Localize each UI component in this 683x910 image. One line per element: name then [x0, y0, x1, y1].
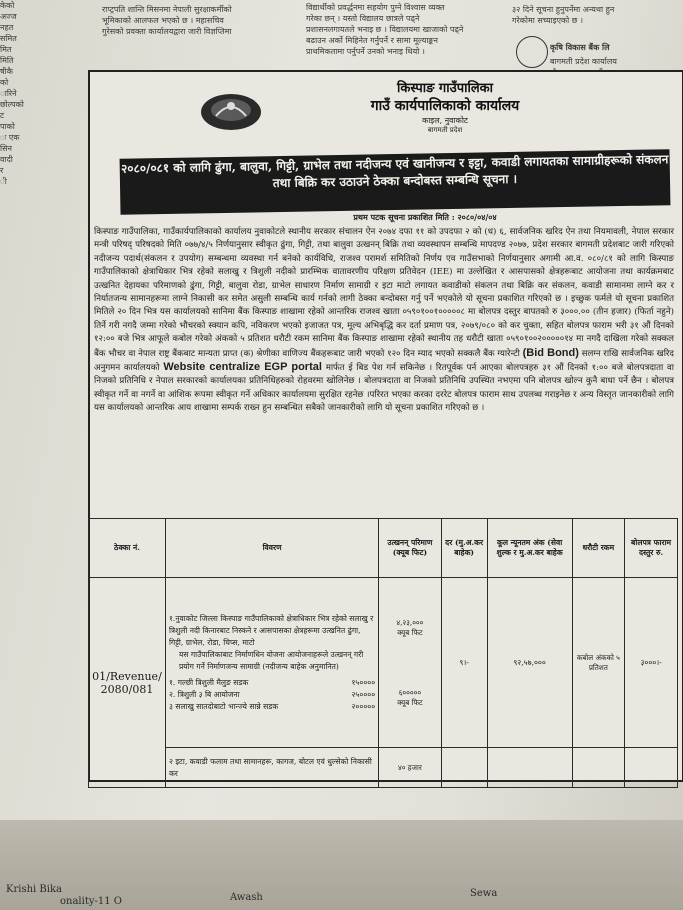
bank-office: बागमती प्रदेश कार्यालय — [550, 57, 617, 66]
desc-part-1: १.नुवाकोट जिल्ला किस्पाङ गाउँपालिकाको क्षेत्राधिकार भित्र रहेको सलाखु र त्रिशुली नदी किनारबाट निस्कने र आसपासका क्षेत्रहरूमा उत्खनित ढुंगा, गिट्टी, ग्राभेल, रोडा, चिप्स, माटो — [168, 613, 374, 647]
website-text: Website centralize EGP portal — [163, 361, 322, 374]
col-contract-no: ठेक्का नं. — [89, 519, 166, 578]
row2-empty — [572, 748, 625, 788]
body-part-3: मार्फत ई बिड पेश गर्न सकिनेछ । रितपूर्वक पर्न आएका बोलपत्रहरु ३१ औं दिनको १:०० बजे बोलपत्रदाता वा निजको प्रतिनिधि र नेपाल सरकारको कार्यालयका प्रतिनिधिहरुको रोहवरमा खोलिनेछ । बोलपत्रदाता वा निजको प्रतिनिधि उपस्थित नभएमा पनि बोलपत्र खोल्न कुनै बाधा पर्ने छैन । बोलपत्र स्वीकृत गर्ने वा नगर्ने वा आंशिक रूपमा स्वीकृत गर्ने अधिकार कार्यालयमा सुरक्षित रहनेछ ।परिरत भएका करका दररेट बोलपत्र फाराम साथ उपलब्ध गराइनेछ र अन्य विस्तृत जानकारीको लागि यस कार्यालयको आन्तरिक आय शाखामा सम्पर्क राख्न हुन सम्बन्धित सबैको जानकारीको लागि यो सूचना प्रकाशित गरिएको छ । — [94, 363, 675, 414]
sub-item-1-value: १५०००० — [351, 677, 376, 687]
top-right-correction: ३२ दिने सूचना हुनुपर्नेमा अन्यथा हुन गरेकोमा सच्याइएको छ । — [512, 5, 615, 25]
col-fee: बोलपत्र फाराम दस्तुर रु. — [625, 519, 678, 578]
office-province: बागमती प्रदेश — [427, 126, 463, 134]
total-cell: ९२,५७,००० — [487, 578, 572, 748]
bank-logo-icon — [516, 36, 548, 68]
tender-notice — [88, 70, 683, 782]
sub-item-1 — [169, 677, 375, 689]
bank-name: कृषि विकास बैंक लि — [550, 42, 610, 52]
row2-empty — [625, 748, 678, 788]
tender-table — [88, 518, 678, 788]
sub-item-2-value: २५०००० — [351, 689, 376, 699]
quantity-1: ४,२३,००० — [396, 617, 424, 627]
row2-description: २ इटा, कवाडी फलाम तथा सामानहरू, कागज, बोटल एवं धुल्सेको निकासी कर — [165, 748, 378, 788]
office-address: काइल, नुवाकोट — [422, 116, 468, 125]
col-deposit: धरौटी रकम — [572, 519, 625, 578]
sub-item-1-label: १. गल्छी त्रिशुली मैलुङ सडक — [168, 677, 249, 687]
col-quantity: उत्खनन् परिमाण (क्यूब फिट) — [379, 519, 441, 578]
sub-item-2-label: २. त्रिशुली ३ बि आयोजना — [168, 689, 240, 699]
rate-cell: ९।- — [441, 578, 487, 748]
bid-bond-text: (Bid Bond) — [522, 346, 579, 359]
col-description: विवरण — [165, 519, 378, 578]
footer-left-2: onality-11 O — [60, 896, 122, 907]
row2-quantity: ४० हजार — [379, 748, 441, 788]
table-row — [89, 578, 678, 748]
quantity-1-unit: क्यूब फिट — [397, 627, 423, 637]
top-news-left: राप्ट्रपति शान्ति मिसनमा नेपाली सुरक्षाकर्मीको भूमिकाको आलफल भएको छ । महासचिव गुरेसको प्रवक्ता कार्यालयद्वारा जारी विज्ञप्तिमा — [102, 5, 232, 36]
notice-body — [94, 226, 674, 416]
contract-number: 01/Revenue/ 2080/081 — [89, 578, 166, 788]
body-part-1: किस्पाङ गाउँपालिका, गाउँकार्यपालिकाको कार्यालय नुवाकोटले स्थानीय सरकार संचालन ऐन २०७४ दफा ११ को उपदफा २ को (ध) ६, सार्वजनिक खरिद ऐन तथा नियमावली, नेपाल सरकार मन्त्री परिषद् परिषदको मिति ०७७/४/५ निर्णयानुसार स्वीकृत ढुंगा, गिट्टी, तथा बालुवा उत्खनन् बिक्रि तथा व्यवस्थापन सम्बन्धि मापदण्ड २०७७, प्रदेश सरकार बागमती प्रदेशबाट जारी गरिएको नदीजन्य पदार्थ(संकलन र उपयोग) सम्बन्धमा व्यवस्था गर्न बनेको कार्यविधि, राजश्व परामर्श समितिको निर्णय एव गाउँसभाको निर्णयानुसार अगामी आ.व. ०८०/८१ को लागि किस्पाङ गाउँपालिकाको क्षेत्राधिकार भित्र रहेको सलाखु र त्रिशुली नदीको प्रारम्भिक वातावरणीय परिक्षण प्रतिवेदन (IEE) मा उल्लेखित र आसपासको क्षेत्रहरूबाट आयोजना तथा कार्यक्रमबाट उत्खनित देहायका परिमाणको ढुंगा, गिट्टी, बालुवा रोडा, ग्राभेल साधारण निर्माण सामाग्री र इटा माटो लगायत कवाडीको संकलन तथा बिक्रि कर संकलन, कवाडी सामानमा लाग्ने कर र निर्यातजन्य सामानहरूमा लाग्ने निकासी कर समेत असुली सम्बन्धि कार्य गर्नको लागी ठेक्का बन्दोबस्त गर्नु पर्ने भएकोले यो सूचना प्रकाशित गरिएको छ । इच्छुक फर्मले यो सूचना प्रकाशित मितिले २० दिन भित्र यस कार्यालयको सानिमा बैंक किस्पाङ शाखामा रहेको आन्तरिक राजश्व खाता ०५९०१००१०००००८ मा बोलपत्र दस्तुर बापतको रु ३०००.०० (तीन हजार) (फिर्ता नहुने) तिर्ने गरी नगदै जम्मा गरेको भौचरको स्क्यान कपि, नविकरण भएको इजाजत पत्र, मूल्य अभिबृद्धि कर दर्ता प्रमाण पत्र, २०७९/०८० को कर चुक्ता, सहित बोलपत्र फाराम भरी ३१ औं दिनको १२:०० बजे भित्र आफूले कबोल गरेको अंकको ५ प्रतिशत धरौटी रकम सानिमा बैंक किस्पाङ शाखामा रहेको स्थानीय तह धरौटी खाता ०५९०१००२०००००१४ मा नगदै दाखिला गरेको सक्कल बैंक भौचर वा नेपाल राष्ट्र बैंकबाट मान्यता प्राप्त (क) श्रेणीका वाणिज्य बैंकहरूबाट जारी भएको १२० दिन म्याद भएको सक्कलै बैंक ग्यारेन्टी — [94, 227, 674, 359]
sub-item-2 — [169, 689, 375, 701]
footer-left-1: Krishi Bika — [6, 884, 62, 895]
footer-mid: Awash — [230, 892, 263, 903]
notice-banner: २०८०/०८१ को लागि ढुंगा, बालुवा, गिट्टी, ग्राभेल तथा नदीजन्य एवं खानीजन्य र इट्टा, कवाडी लगायतका सामाग्रीहरूको संकलन तथा बिक्रि कर उठाउने ठेक्का बन्दोबस्त सम्बन्धि सूचना । — [120, 149, 671, 215]
notice-header — [296, 78, 594, 134]
sub-item-3 — [169, 701, 375, 713]
deposit-cell: कबोल अंकको ५ प्रतिशत — [572, 578, 625, 748]
publication-reference: प्रथम पटक सूचना प्रकाशित मिति : २०८०/०४/०४ — [353, 212, 497, 222]
nepal-emblem-icon — [196, 86, 266, 134]
desc-part-2: यस गाउँपालिकाबाट निर्माणधिन योजना आयोजनाहरूले उत्खनन् गरी प्रयोग गर्ने निर्माणजन्य सामाग्री (नदीजन्य बाहेक अनुमानित) — [178, 649, 364, 671]
sub-item-3-label: ३ सलाखु सातदोबाटो भान्ज्ये सान्ने सडक — [168, 701, 279, 711]
row-description — [165, 578, 378, 748]
table-row — [89, 748, 678, 788]
sub-item-3-value: २००००० — [351, 701, 376, 711]
left-column-bleed: केको अज्ज नहत समित मित मिति षीकै को ारिने छोल्पको ट पाको ः एक सिन वादी र ी — [0, 1, 24, 186]
quantity-cell — [379, 578, 441, 748]
quantity-2-unit: क्यूब फिट — [397, 697, 423, 707]
col-total: कूल न्यूनतम अंक (सेवा शुल्क र मु.अ.कर बाहेक — [487, 519, 572, 578]
footer-right: Sewa — [470, 888, 498, 899]
quantity-2: ६००००० — [398, 687, 422, 697]
row2-empty — [441, 748, 487, 788]
office-title: गाउँ कार्यपालिकाको कार्यालय — [370, 98, 520, 114]
table-header-row — [89, 519, 678, 578]
col-rate: दर (मु.अ.कर बाहेक) — [441, 519, 487, 578]
office-name: किस्पाङ गाउँपालिका — [396, 81, 494, 96]
fee-cell: ३०००।- — [625, 578, 678, 748]
top-news-right: विद्यार्थीको प्रवर्द्धनमा सहयोग पुग्ने विश्वास व्यक्त गरेका छन् । यस्तो विद्यालय छात्रले पढ्ने प्रशासनलगायतले भनाइ छ । विद्यालयमा खाजाको पढ्ने बढाउन अर्को मिहिनेत गर्नुपर्ने र सामा मूल्याङ्कन प्राथमिकतामा पर्नुपर्ने उनको भनाइ थियो । — [306, 3, 464, 56]
row2-empty — [487, 748, 572, 788]
body-part-2: सलग्न राखि सार्वजनिक खरिद अनुगमन कार्यालयको — [94, 348, 674, 374]
